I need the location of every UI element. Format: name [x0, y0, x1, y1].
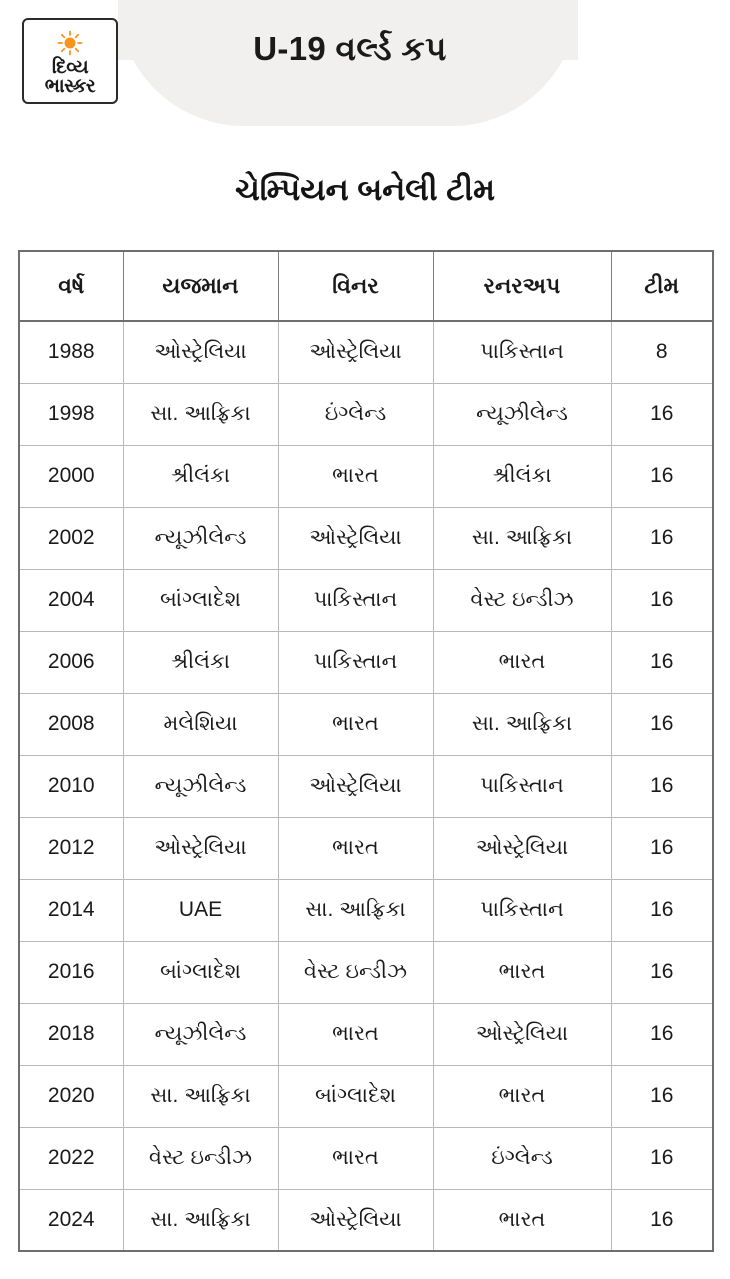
cell-teams: 16 [611, 1189, 713, 1251]
cell-year: 2020 [19, 1065, 123, 1127]
cell-year: 2010 [19, 755, 123, 817]
cell-host: શ્રીલંકા [123, 631, 278, 693]
cell-year: 2022 [19, 1127, 123, 1189]
table-row [19, 1189, 713, 1251]
cell-winner: ઓસ્ટ્રેલિયા [278, 1189, 433, 1251]
table-row [19, 1003, 713, 1065]
champions-table [18, 250, 714, 1252]
cell-year: 2014 [19, 879, 123, 941]
brand-logo-line2: ભાસ્કર [44, 76, 96, 97]
cell-winner: ભારત [278, 817, 433, 879]
cell-teams: 16 [611, 1127, 713, 1189]
cell-year: 1998 [19, 383, 123, 445]
table-row [19, 941, 713, 1003]
cell-winner: પાકિસ્તાન [278, 631, 433, 693]
cell-teams: 16 [611, 1003, 713, 1065]
cell-host: બાંગ્લાદેશ [123, 569, 278, 631]
cell-year: 2018 [19, 1003, 123, 1065]
cell-year: 2024 [19, 1189, 123, 1251]
cell-runnerup: સા. આફ્રિકા [433, 507, 611, 569]
champions-table-wrapper [18, 250, 712, 1252]
cell-host: મલેશિયા [123, 693, 278, 755]
cell-runnerup: ઇંગ્લેન્ડ [433, 1127, 611, 1189]
cell-year: 2012 [19, 817, 123, 879]
cell-runnerup: ભારત [433, 1189, 611, 1251]
table-row [19, 755, 713, 817]
brand-logo-line1: દિવ્ય [51, 57, 89, 78]
cell-winner: ઓસ્ટ્રેલિયા [278, 755, 433, 817]
cell-teams: 16 [611, 879, 713, 941]
cell-year: 2004 [19, 569, 123, 631]
cell-year: 2016 [19, 941, 123, 1003]
cell-host: ઓસ્ટ્રેલિયા [123, 321, 278, 383]
table-row [19, 321, 713, 383]
cell-host: ઓસ્ટ્રેલિયા [123, 817, 278, 879]
cell-teams: 16 [611, 693, 713, 755]
table-body [19, 321, 713, 1251]
cell-teams: 16 [611, 569, 713, 631]
cell-winner: પાકિસ્તાન [278, 569, 433, 631]
cell-winner: ભારત [278, 1127, 433, 1189]
cell-runnerup: ભારત [433, 1065, 611, 1127]
cell-winner: ભારત [278, 693, 433, 755]
page-title: U-19 વર્લ્ડ કપ [253, 30, 447, 67]
cell-runnerup: વેસ્ટ ઇન્ડીઝ [433, 569, 611, 631]
cell-teams: 16 [611, 507, 713, 569]
brand-logo [22, 18, 118, 104]
table-row [19, 1127, 713, 1189]
cell-teams: 16 [611, 941, 713, 1003]
table-row [19, 1065, 713, 1127]
cell-host: ન્યૂઝીલેન્ડ [123, 507, 278, 569]
sun-icon [57, 30, 83, 56]
table-row [19, 445, 713, 507]
cell-teams: 16 [611, 631, 713, 693]
cell-host: શ્રીલંકા [123, 445, 278, 507]
table-row [19, 817, 713, 879]
cell-runnerup: ન્યૂઝીલેન્ડ [433, 383, 611, 445]
cell-teams: 8 [611, 321, 713, 383]
cell-host: UAE [123, 879, 278, 941]
cell-host: ન્યૂઝીલેન્ડ [123, 755, 278, 817]
column-header-year: વર્ષ [19, 251, 123, 321]
cell-winner: બાંગ્લાદેશ [278, 1065, 433, 1127]
column-header-runnerup: રનરઅપ [433, 251, 611, 321]
cell-year: 2008 [19, 693, 123, 755]
column-header-host: યજમાન [123, 251, 278, 321]
cell-teams: 16 [611, 817, 713, 879]
cell-host: ન્યૂઝીલેન્ડ [123, 1003, 278, 1065]
table-row [19, 569, 713, 631]
cell-teams: 16 [611, 755, 713, 817]
cell-runnerup: પાકિસ્તાન [433, 879, 611, 941]
cell-host: સા. આફ્રિકા [123, 1065, 278, 1127]
cell-runnerup: ઓસ્ટ્રેલિયા [433, 1003, 611, 1065]
table-row [19, 693, 713, 755]
cell-winner: ઓસ્ટ્રેલિયા [278, 321, 433, 383]
brand-logo-text [45, 58, 96, 96]
section-subtitle: ચેમ્પિયન બનેલી ટીમ [234, 172, 496, 207]
cell-year: 2000 [19, 445, 123, 507]
cell-host: સા. આફ્રિકા [123, 383, 278, 445]
cell-teams: 16 [611, 383, 713, 445]
cell-runnerup: ભારત [433, 631, 611, 693]
cell-runnerup: ઓસ્ટ્રેલિયા [433, 817, 611, 879]
cell-runnerup: શ્રીલંકા [433, 445, 611, 507]
cell-year: 2006 [19, 631, 123, 693]
cell-runnerup: પાકિસ્તાન [433, 755, 611, 817]
cell-host: વેસ્ટ ઇન્ડીઝ [123, 1127, 278, 1189]
cell-year: 2002 [19, 507, 123, 569]
table-row [19, 383, 713, 445]
cell-teams: 16 [611, 445, 713, 507]
cell-year: 1988 [19, 321, 123, 383]
cell-winner: ઇંગ્લેન્ડ [278, 383, 433, 445]
table-row [19, 507, 713, 569]
column-header-winner: વિનર [278, 251, 433, 321]
cell-host: બાંગ્લાદેશ [123, 941, 278, 1003]
cell-runnerup: સા. આફ્રિકા [433, 693, 611, 755]
table-header-row [19, 251, 713, 321]
table-row [19, 631, 713, 693]
cell-winner: ભારત [278, 1003, 433, 1065]
cell-runnerup: પાકિસ્તાન [433, 321, 611, 383]
cell-runnerup: ભારત [433, 941, 611, 1003]
table-header [19, 251, 713, 321]
cell-winner: ભારત [278, 445, 433, 507]
cell-winner: વેસ્ટ ઇન્ડીઝ [278, 941, 433, 1003]
column-header-teams: ટીમ [611, 251, 713, 321]
cell-teams: 16 [611, 1065, 713, 1127]
cell-host: સા. આફ્રિકા [123, 1189, 278, 1251]
table-row [19, 879, 713, 941]
cell-winner: ઓસ્ટ્રેલિયા [278, 507, 433, 569]
cell-winner: સા. આફ્રિકા [278, 879, 433, 941]
